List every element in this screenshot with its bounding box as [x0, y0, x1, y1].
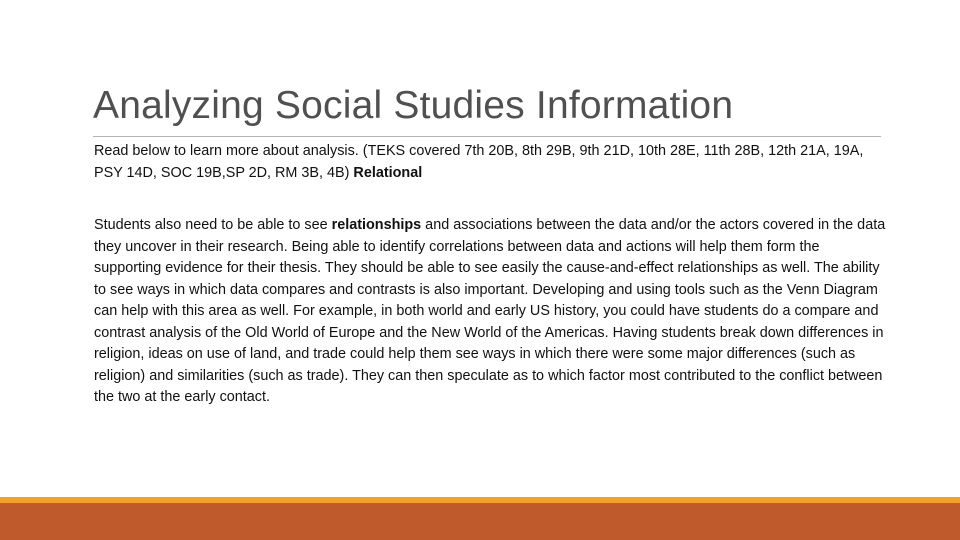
- body-text-start: Students also need to be able to see: [94, 217, 332, 233]
- body-text-rest: and associations between the data and/or the actors covered in the data they uncover in their research. Being able to identify correlations between data and actions will help them form the supporting evidence for their thesis. They should be able to see easily the cause-and-effect relationships as well. The ability to see ways in which data compares and contrasts is also important. Developing and using tools such as the Venn Diagram can help with this area as well. For example, in both world and early US history, you could have students do a compare and contrast analysis of the Old World of Europe and the New World of the Americas. Having students break down differences in religion, ideas on use of land, and trade could help them see ways in which there were some major differences (such as religion) and similarities (such as trade). They can then speculate as to which factor most contributed to the conflict between the two at the early contact.: [94, 217, 886, 405]
- body-paragraph: [94, 215, 886, 409]
- intro-text: Read below to learn more about analysis. (TEKS covered 7th 20B, 8th 29B, 9th 21D, 10th 28E, 11th 28B, 12th 21A, 19A, PSY 14D, SOC 19B,SP 2D, RM 3B, 4B): [94, 143, 864, 181]
- footer-bar: [0, 503, 960, 540]
- slide-title: Analyzing Social Studies Information: [93, 84, 734, 127]
- intro-bold-text: Relational: [353, 164, 423, 181]
- title-divider: [93, 136, 881, 137]
- body-bold-text: relationships: [331, 217, 422, 233]
- intro-paragraph: [94, 141, 884, 184]
